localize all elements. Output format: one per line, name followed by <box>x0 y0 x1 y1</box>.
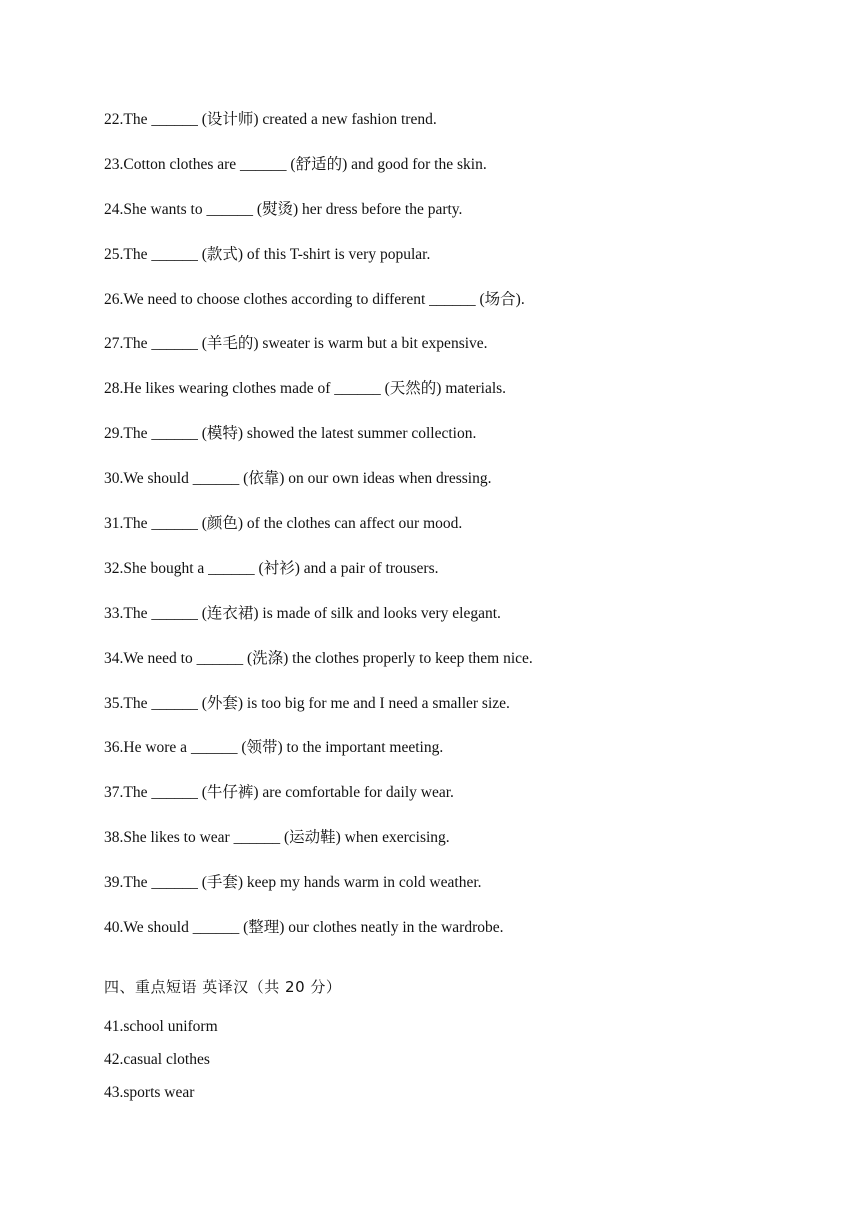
question-25: 25.The ______ (款式) of this T-shirt is very popular. <box>104 245 431 263</box>
phrase-43: 43.sports wear <box>104 1084 195 1101</box>
question-39: 39.The ______ (手套) keep my hands warm in cold weather. <box>104 874 482 892</box>
phrase-translation-list <box>104 1017 604 1116</box>
question-32: 32.She bought a ______ (衬衫) and a pair of trousers. <box>104 559 439 577</box>
question-29: 29.The ______ (模特) showed the latest summer collection. <box>104 425 477 443</box>
question-36: 36.He wore a ______ (领带) to the important meeting. <box>104 739 444 757</box>
question-34: 34.We need to ______ (洗涤) the clothes properly to keep them nice. <box>104 649 533 667</box>
question-40: 40.We should ______ (整理) our clothes neatly in the wardrobe. <box>104 919 504 937</box>
phrase-42: 42.casual clothes <box>104 1051 210 1068</box>
question-31: 31.The ______ (颜色) of the clothes can affect our mood. <box>104 515 463 533</box>
phrase-41: 41.school uniform <box>104 1018 218 1035</box>
question-24: 24.She wants to ______ (熨烫) her dress before the party. <box>104 200 463 218</box>
question-30: 30.We should ______ (依靠) on our own ideas when dressing. <box>104 470 492 488</box>
question-23: 23.Cotton clothes are ______ (舒适的) and good for the skin. <box>104 155 487 173</box>
fill-in-blank-question-list <box>104 110 804 963</box>
question-37: 37.The ______ (牛仔裤) are comfortable for daily wear. <box>104 784 454 802</box>
question-28: 28.He likes wearing clothes made of ______ (天然的) materials. <box>104 380 507 398</box>
question-26: 26.We need to choose clothes according to different ______ (场合). <box>104 290 525 308</box>
question-38: 38.She likes to wear ______ (运动鞋) when exercising. <box>104 829 450 847</box>
question-33: 33.The ______ (连衣裙) is made of silk and looks very elegant. <box>104 604 501 622</box>
section-heading: 四、重点短语 英译汉（共 20 分） <box>104 978 342 996</box>
question-22: 22.The ______ (设计师) created a new fashion trend. <box>104 111 437 128</box>
question-27: 27.The ______ (羊毛的) sweater is warm but a bit expensive. <box>104 335 488 353</box>
question-35: 35.The ______ (外套) is too big for me and I need a smaller size. <box>104 694 510 712</box>
